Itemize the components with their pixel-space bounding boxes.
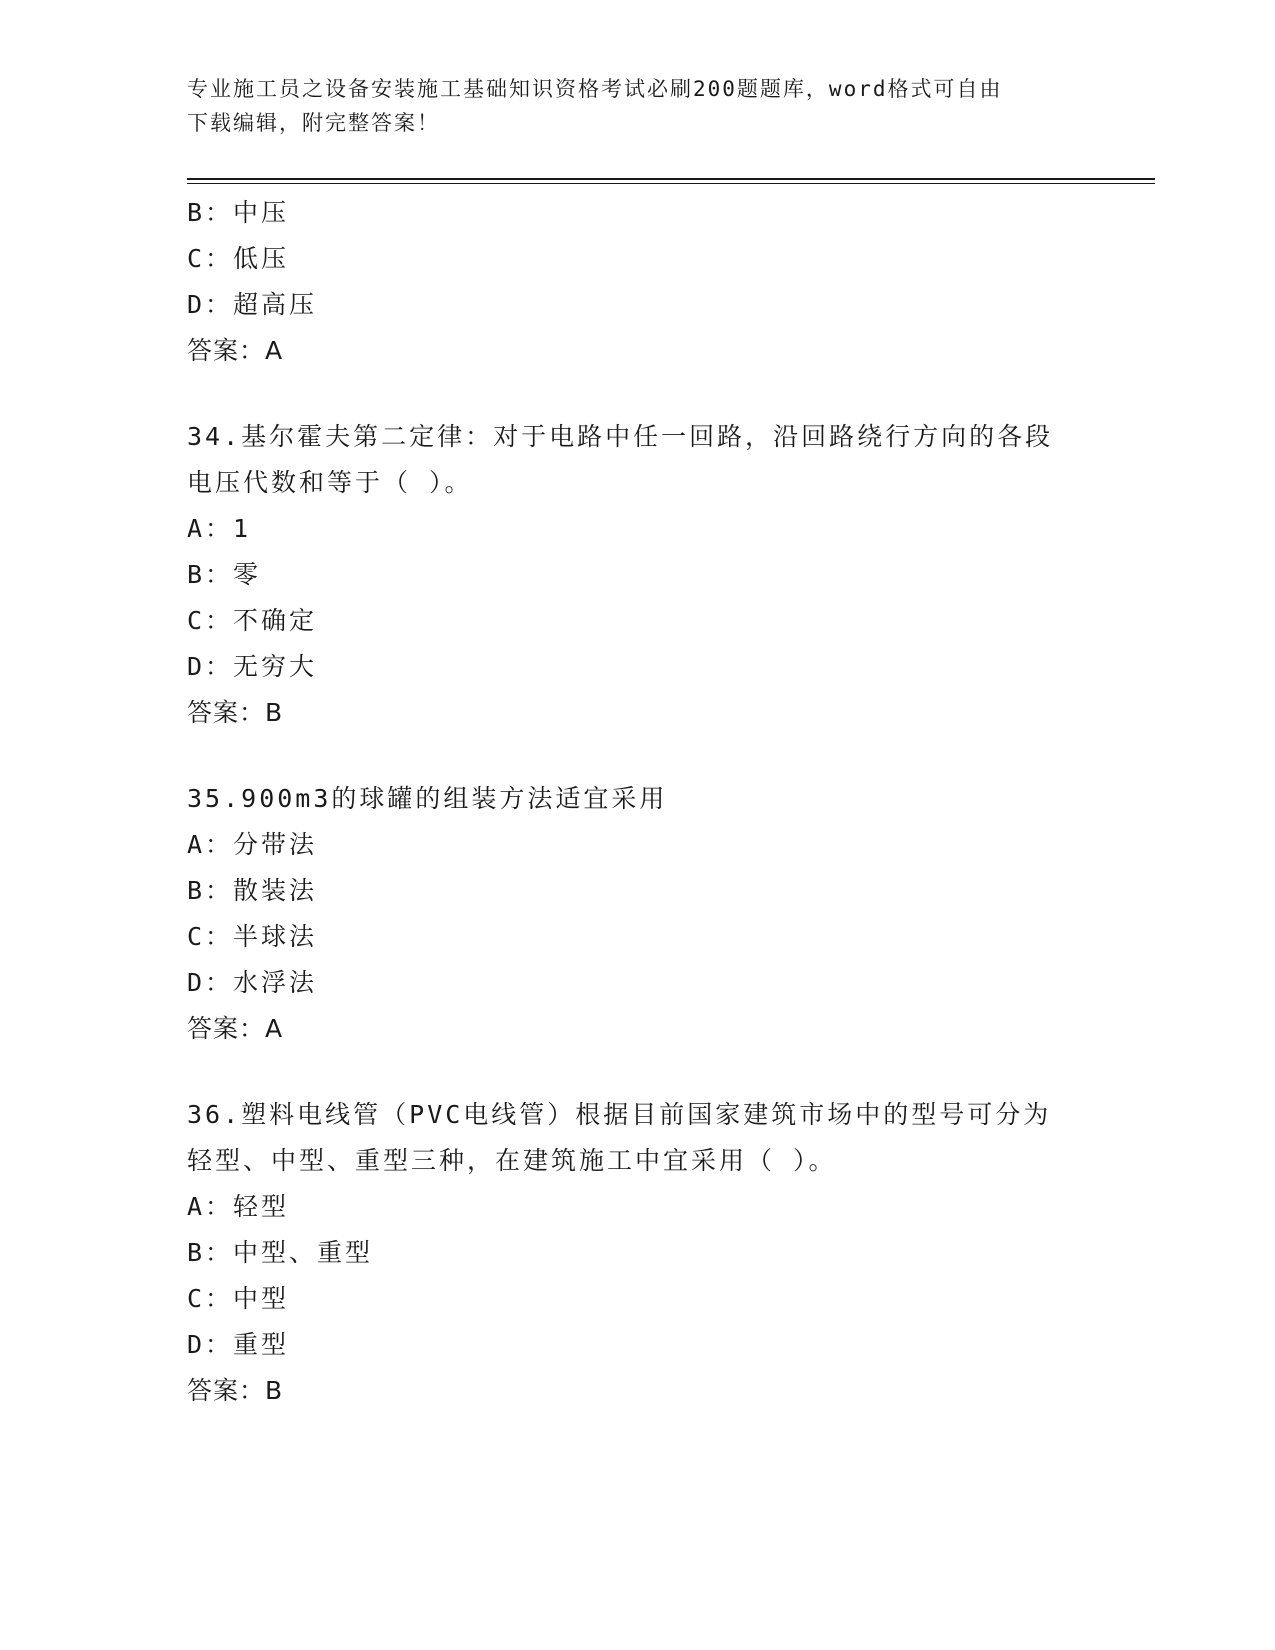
option-d: D：水浮法: [187, 968, 318, 997]
option-c: C：半球法: [187, 922, 318, 951]
option-d: D：重型: [187, 1330, 290, 1359]
option-c: C：中型: [187, 1284, 290, 1313]
option-d: D：无穷大: [187, 652, 318, 681]
question-stem: 36.塑料电线管（PVC电线管）根据目前国家建筑市场中的型号可分为: [187, 1100, 1052, 1129]
header-title-line-2: 下载编辑，附完整答案！: [187, 111, 440, 135]
answer-line: 答案：B: [187, 1376, 284, 1405]
question-stem: 34.基尔霍夫第二定律：对于电路中任一回路，沿回路绕行方向的各段: [187, 422, 1054, 451]
header-divider-thin: [187, 183, 1155, 184]
header-divider-thick: [187, 178, 1155, 180]
option-a: A：轻型: [187, 1192, 290, 1221]
option-a: A：1: [187, 514, 252, 543]
question-spacer: [187, 374, 1087, 414]
option-c: C：低压: [187, 244, 290, 273]
question-34: [187, 414, 1087, 736]
question-stem-continued: 轻型、中型、重型三种，在建筑施工中宜采用（ ）。: [187, 1146, 837, 1175]
document-header: [187, 72, 1087, 140]
option-b: B：中型、重型: [187, 1238, 374, 1267]
question-35: [187, 776, 1087, 1052]
question-stem: 35.900m3的球罐的组装方法适宜采用: [187, 784, 668, 813]
header-title-line-1: 专业施工员之设备安装施工基础知识资格考试必刷200题题库，word格式可自由: [187, 77, 1003, 101]
answer-line: 答案：B: [187, 698, 284, 727]
answer-line: 答案：A: [187, 336, 284, 365]
question-36: [187, 1092, 1087, 1414]
option-b: B：散装法: [187, 876, 318, 905]
question-33-continued: [187, 190, 1087, 374]
option-b: B：零: [187, 560, 262, 589]
question-list: [187, 190, 1087, 1414]
question-spacer: [187, 1052, 1087, 1092]
option-a: A：分带法: [187, 830, 318, 859]
question-stem-continued: 电压代数和等于（ ）。: [187, 468, 473, 497]
option-b: B：中压: [187, 198, 290, 227]
option-c: C：不确定: [187, 606, 318, 635]
answer-line: 答案：A: [187, 1014, 284, 1043]
option-d: D：超高压: [187, 290, 318, 319]
question-spacer: [187, 736, 1087, 776]
